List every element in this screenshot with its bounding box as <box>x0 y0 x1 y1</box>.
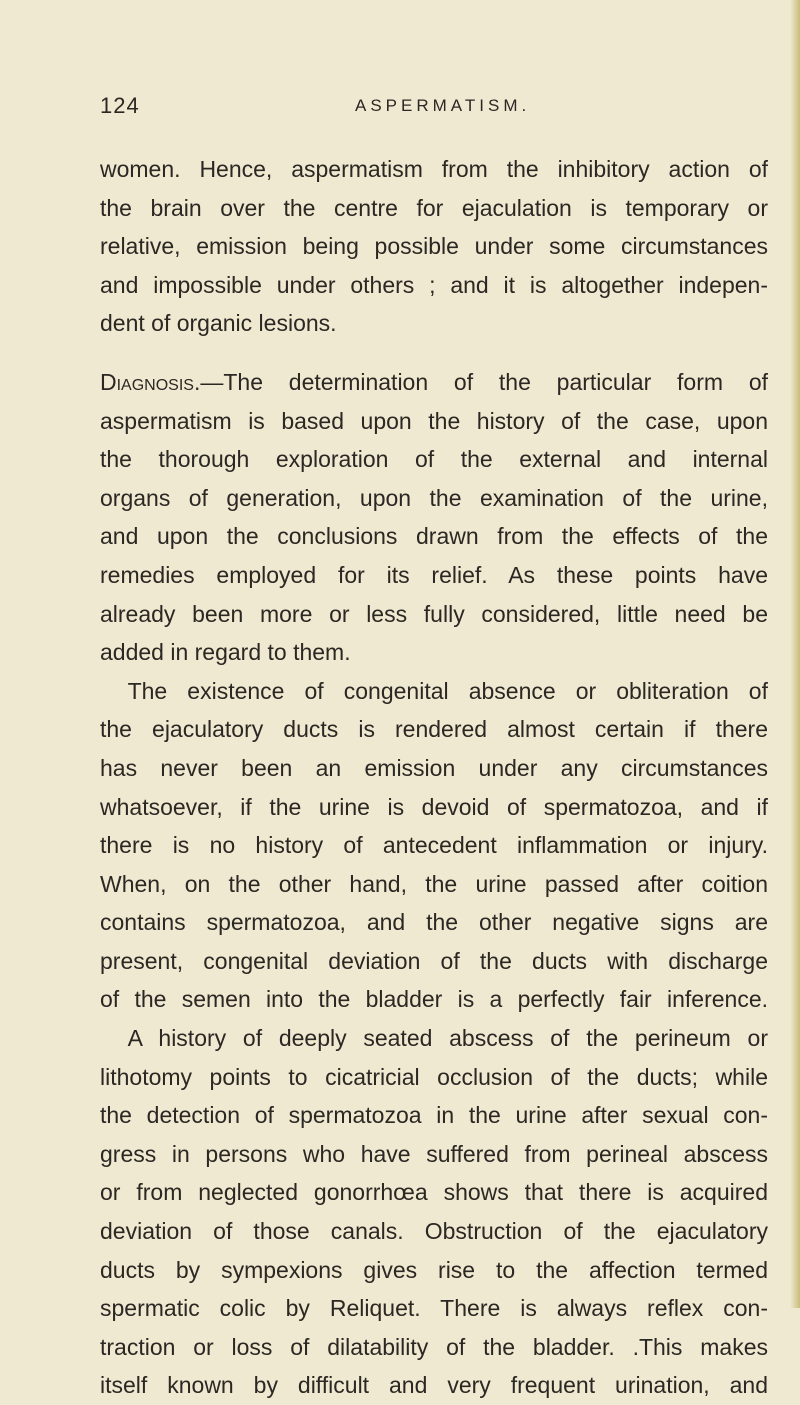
text-line-content: or from neglected gonorrhœa shows that there is acquired <box>100 1179 768 1206</box>
text-line-content: has never been an emission under any circumstances <box>100 754 768 781</box>
running-title: ASPERMATISM. <box>355 96 531 115</box>
text-line-content: added in regard to them. <box>100 639 351 666</box>
text-line-content: remedies employed for its relief. As these points have <box>100 561 768 588</box>
text-line-content: already been more or less fully considered, little need be <box>100 600 768 627</box>
text-line <box>100 865 768 904</box>
text-line <box>100 672 768 711</box>
text-line <box>100 980 768 1019</box>
text-line-content: and upon the conclusions drawn from the effects of the <box>100 523 768 550</box>
text-line <box>100 1058 768 1097</box>
section-heading: Diagnosis. <box>100 368 201 395</box>
text-line-content: organs of generation, upon the examination of the urine, <box>100 484 768 511</box>
text-line-content: whatsoever, if the urine is devoid of spermatozoa, and if <box>100 793 768 820</box>
text-line-content: present, congenital deviation of the ducts with discharge <box>100 947 768 974</box>
text-line-content: spermatic colic by Reliquet. There is always reflex con- <box>100 1295 768 1322</box>
text-line <box>100 1173 768 1212</box>
text-line <box>100 363 768 402</box>
text-line <box>100 1212 768 1251</box>
text-line <box>100 1366 768 1405</box>
text-line-content: there is no history of antecedent inflammation or injury. <box>100 832 768 859</box>
text-line-content: and impossible under others ; and it is altogether indepen- <box>100 271 768 298</box>
text-line <box>100 1096 768 1135</box>
text-line-content: ducts by sympexions gives rise to the affection termed <box>100 1256 768 1283</box>
text-line <box>100 150 768 189</box>
text-line-content: the ejaculatory ducts is rendered almost certain if there <box>100 716 768 743</box>
text-line-content: dent of organic lesions. <box>100 310 337 337</box>
body-text <box>100 150 768 1405</box>
text-line <box>100 1328 768 1367</box>
text-line-content: women. Hence, aspermatism from the inhibitory action of <box>100 156 768 182</box>
text-line <box>100 556 768 595</box>
text-line-content: of the semen into the bladder is a perfectly fair inference. <box>100 986 768 1013</box>
text-line-content: the thorough exploration of the external and internal <box>100 446 768 473</box>
text-line-content: The existence of congenital absence or obliteration of <box>127 677 768 704</box>
text-line-content: A history of deeply seated abscess of the perineum or <box>127 1025 768 1052</box>
text-line-content: aspermatism is based upon the history of the case, upon <box>100 407 768 434</box>
text-line <box>100 710 768 749</box>
text-line-content: itself known by difficult and very frequent urination, and <box>100 1372 768 1399</box>
text-line <box>100 479 768 518</box>
text-line <box>100 517 768 556</box>
text-line-content: —The determination of the particular form of <box>200 368 768 395</box>
text-line-content: lithotomy points to cicatricial occlusion of the ducts; while <box>100 1063 768 1090</box>
text-line-content: When, on the other hand, the urine passed after coition <box>100 870 768 897</box>
text-line-content: deviation of those canals. Obstruction of the ejaculatory <box>100 1218 768 1245</box>
text-line <box>100 266 768 305</box>
text-line <box>100 402 768 441</box>
text-line <box>100 942 768 981</box>
text-line <box>100 1019 768 1058</box>
page-number: 124 <box>100 93 140 118</box>
text-line <box>100 595 768 634</box>
text-line <box>100 189 768 228</box>
text-line-content: gress in persons who have suffered from perineal abscess <box>100 1140 768 1167</box>
text-line <box>100 304 768 343</box>
text-line <box>100 633 768 672</box>
text-line <box>100 1251 768 1290</box>
text-line-content: the brain over the centre for ejaculation is temporary or <box>100 194 768 221</box>
text-line <box>100 1135 768 1174</box>
text-line-content: contains spermatozoa, and the other negative signs are <box>100 909 768 936</box>
text-line <box>100 788 768 827</box>
text-line <box>100 903 768 942</box>
text-line-content: traction or loss of dilatability of the bladder. .This makes <box>100 1333 768 1360</box>
text-line-content: relative, emission being possible under some circumstances <box>100 233 768 260</box>
text-line <box>100 440 768 479</box>
page-edge-shadow <box>790 0 800 1308</box>
text-line <box>100 1289 768 1328</box>
text-line <box>100 749 768 788</box>
text-line <box>100 826 768 865</box>
text-line <box>100 227 768 266</box>
page-header <box>100 93 710 123</box>
text-line-content: the detection of spermatozoa in the urine after sexual con- <box>100 1102 768 1129</box>
